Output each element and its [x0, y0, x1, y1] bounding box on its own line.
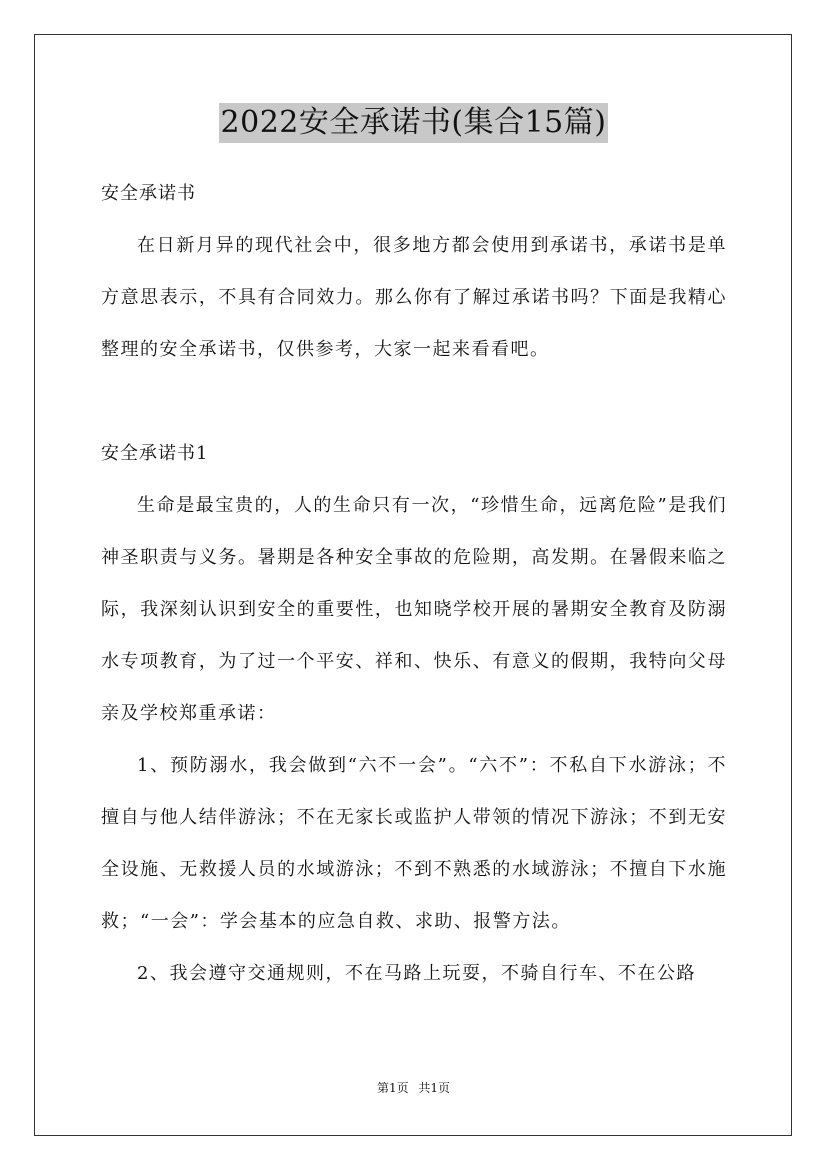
title-container	[0, 103, 827, 143]
section1-paragraph-2: 1、预防溺水，我会做到“六不一会”。“六不”：不私自下水游泳；不擅自与他人结伴游泳；不在无家长或监护人带领的情况下游泳；不到无安全设施、无救援人员的水域游泳；不到不熟悉的水域游泳；不擅自下水施救；“一会”：学会基本的应急自救、求助、报警方法。	[101, 755, 727, 932]
section1-paragraph-1: 生命是最宝贵的，人的生命只有一次，“珍惜生命，远离危险”是我们神圣职责与义务。暑期是各种安全事故的危险期，高发期。在暑假来临之际，我深刻认识到安全的重要性，也知晓学校开展的暑期安全教育及防溺水专项教育，为了过一个平安、祥和、快乐、有意义的假期，我特向父母亲及学校郑重承诺：	[101, 495, 727, 724]
document-body	[101, 168, 727, 1000]
page-total: 共1页	[418, 1081, 451, 1095]
section1-paragraph-3: 2、我会遵守交通规则，不在马路上玩耍，不骑自行车、不在公路	[137, 963, 696, 984]
intro-heading: 安全承诺书	[101, 183, 196, 204]
section1-heading: 安全承诺书1	[101, 443, 209, 464]
page-number: 第1页	[376, 1081, 409, 1095]
section-spacer	[101, 376, 727, 428]
document-title: 2022安全承诺书(集合15篇)	[219, 103, 609, 143]
intro-paragraph: 在日新月异的现代社会中，很多地方都会使用到承诺书，承诺书是单方意思表示，不具有合同效力。那么你有了解过承诺书吗？下面是我精心整理的安全承诺书，仅供参考，大家一起来看看吧。	[101, 235, 727, 360]
page-footer	[0, 1080, 827, 1096]
